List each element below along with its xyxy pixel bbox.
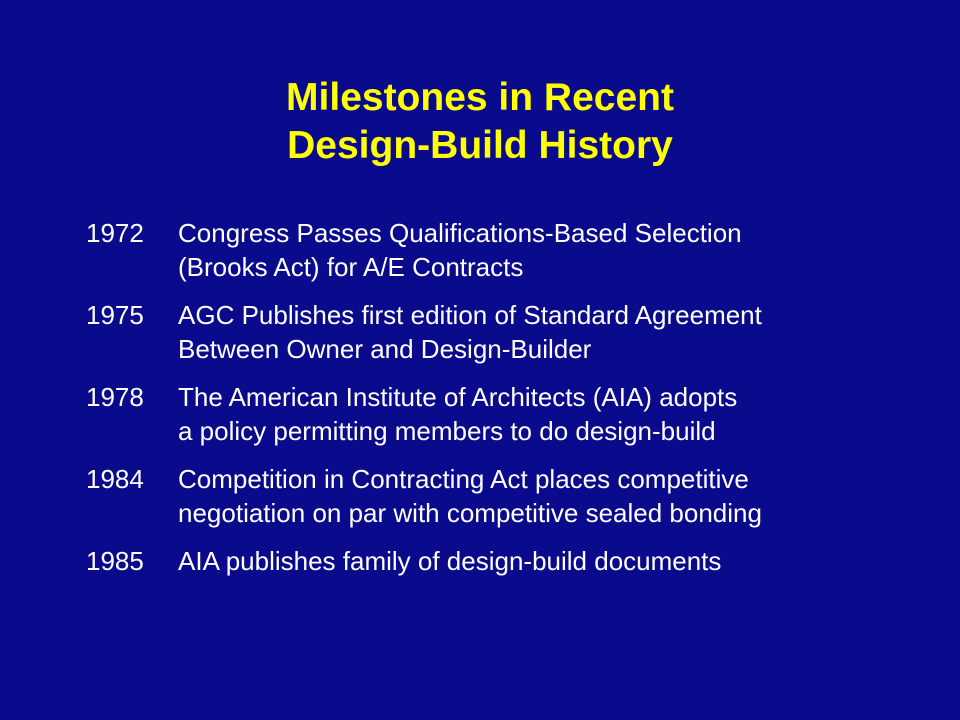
milestone-description	[178, 216, 946, 284]
milestone-year: 1975	[86, 300, 144, 330]
slide-title-line-2: Design-Build History	[287, 124, 673, 167]
milestone-description-line: Between Owner and Design-Builder	[178, 334, 592, 364]
milestone-description-line: The American Institute of Architects (AIA) adopts	[178, 382, 738, 412]
milestone-list	[86, 216, 946, 592]
milestone-item	[86, 544, 946, 578]
milestone-description-line: AGC Publishes first edition of Standard Agreement	[178, 300, 762, 330]
slide-title-line-1: Milestones in Recent	[286, 76, 674, 119]
milestone-description	[178, 544, 946, 578]
milestone-description-line: Congress Passes Qualifications-Based Selection	[178, 218, 742, 248]
milestone-description	[178, 298, 946, 366]
milestone-year: 1985	[86, 546, 144, 576]
milestone-item	[86, 216, 946, 284]
milestone-description	[178, 462, 946, 530]
milestone-description-line: Competition in Contracting Act places competitive	[178, 464, 749, 494]
milestone-description-line: (Brooks Act) for A/E Contracts	[178, 252, 524, 282]
slide-title	[0, 74, 960, 170]
milestone-item	[86, 380, 946, 448]
milestone-description-line: a policy permitting members to do design-build	[178, 416, 716, 446]
milestone-description-line: AIA publishes family of design-build documents	[178, 546, 722, 576]
milestone-item	[86, 298, 946, 366]
milestone-year: 1978	[86, 382, 144, 412]
milestone-year: 1984	[86, 464, 144, 494]
milestone-item	[86, 462, 946, 530]
milestone-description	[178, 380, 946, 448]
milestone-description-line: negotiation on par with competitive sealed bonding	[178, 498, 762, 528]
milestone-year: 1972	[86, 218, 144, 248]
